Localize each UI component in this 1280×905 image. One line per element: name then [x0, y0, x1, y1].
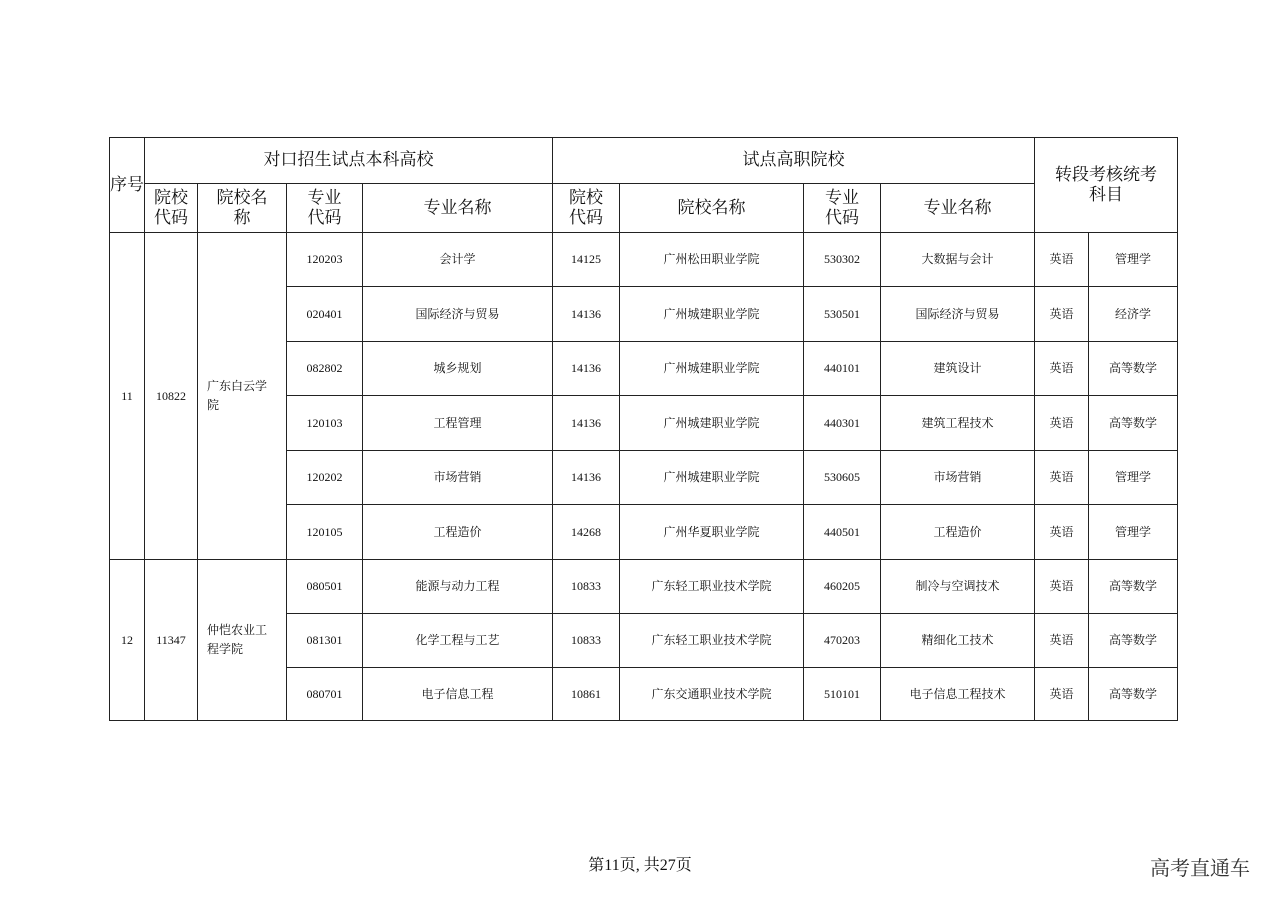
- ug-school-name-cell-text: 仲恺农业工程学院: [207, 622, 268, 656]
- header-undergrad-group: 对口招生试点本科高校: [145, 138, 553, 184]
- header-voc-major-name: 专业名称: [881, 184, 1035, 233]
- voc-school-code-cell: 14136: [553, 287, 620, 342]
- voc-school-name-cell: 广州城建职业学院: [620, 451, 804, 505]
- header-exam-subjects: [1035, 138, 1178, 233]
- ug-major-name-cell: 城乡规划: [363, 342, 553, 396]
- voc-major-name-cell: 制冷与空调技术: [881, 560, 1035, 614]
- table-row: [110, 233, 1178, 287]
- voc-school-code-cell: 10833: [553, 614, 620, 668]
- voc-major-code-cell: 470203: [804, 614, 881, 668]
- voc-school-code-cell: 14125: [553, 233, 620, 287]
- exam-subject-2-cell: 高等数学: [1089, 342, 1178, 396]
- exam-subject-2-cell: 高等数学: [1089, 560, 1178, 614]
- voc-major-name-cell: 建筑工程技术: [881, 396, 1035, 451]
- table-row: [110, 560, 1178, 614]
- ug-school-name-cell: [198, 560, 287, 721]
- ug-school-name-cell: [198, 233, 287, 560]
- header-ug-major-code: [287, 184, 363, 233]
- ug-major-code-cell: 120203: [287, 233, 363, 287]
- exam-subject-1-cell: 英语: [1035, 287, 1089, 342]
- exam-subject-2-cell: 高等数学: [1089, 396, 1178, 451]
- voc-school-name-cell: 广东轻工职业技术学院: [620, 560, 804, 614]
- voc-major-name-cell: 电子信息工程技术: [881, 668, 1035, 721]
- seq-cell: 11: [110, 233, 145, 560]
- ug-major-name-cell: 会计学: [363, 233, 553, 287]
- exam-subject-2-cell: 管理学: [1089, 451, 1178, 505]
- exam-subject-1-cell: 英语: [1035, 342, 1089, 396]
- header-exam-subjects-text: 转段考核统考科目: [1055, 164, 1157, 205]
- header-vocational-group: 试点高职院校: [553, 138, 1035, 184]
- exam-subject-1-cell: 英语: [1035, 396, 1089, 451]
- seq-cell: 12: [110, 560, 145, 721]
- ug-major-name-cell: 化学工程与工艺: [363, 614, 553, 668]
- exam-subject-1-cell: 英语: [1035, 451, 1089, 505]
- header-ug-school-code: [145, 184, 198, 233]
- voc-school-name-cell: 广东交通职业技术学院: [620, 668, 804, 721]
- ug-major-name-cell: 电子信息工程: [363, 668, 553, 721]
- ug-major-name-cell: 国际经济与贸易: [363, 287, 553, 342]
- voc-major-code-cell: 530605: [804, 451, 881, 505]
- exam-subject-2-cell: 高等数学: [1089, 668, 1178, 721]
- voc-school-name-cell: 广州华夏职业学院: [620, 505, 804, 560]
- header-ug-major-code-text: 专业代码: [307, 187, 342, 228]
- voc-major-code-cell: 440501: [804, 505, 881, 560]
- voc-school-name-cell: 广州松田职业学院: [620, 233, 804, 287]
- header-ug-school-code-text: 院校代码: [153, 187, 188, 228]
- voc-major-name-cell: 国际经济与贸易: [881, 287, 1035, 342]
- voc-school-code-cell: 14268: [553, 505, 620, 560]
- ug-major-name-cell: 工程管理: [363, 396, 553, 451]
- exam-subject-1-cell: 英语: [1035, 614, 1089, 668]
- ug-major-code-cell: 120103: [287, 396, 363, 451]
- voc-major-name-cell: 工程造价: [881, 505, 1035, 560]
- header-ug-school-name-text: 院校名称: [216, 187, 268, 228]
- ug-major-name-cell: 能源与动力工程: [363, 560, 553, 614]
- header-seq: 序号: [110, 138, 145, 233]
- page-footer: 第11页, 共27页: [588, 857, 692, 874]
- exam-subject-1-cell: 英语: [1035, 668, 1089, 721]
- ug-major-code-cell: 080701: [287, 668, 363, 721]
- ug-major-code-cell: 082802: [287, 342, 363, 396]
- header-row-1: [110, 138, 1178, 184]
- voc-major-code-cell: 510101: [804, 668, 881, 721]
- voc-school-code-cell: 14136: [553, 451, 620, 505]
- header-voc-school-code: [553, 184, 620, 233]
- ug-major-code-cell: 080501: [287, 560, 363, 614]
- header-voc-school-code-text: 院校代码: [568, 187, 603, 228]
- header-voc-major-code: [804, 184, 881, 233]
- voc-major-code-cell: 460205: [804, 560, 881, 614]
- header-voc-school-name: 院校名称: [620, 184, 804, 233]
- voc-major-code-cell: 440301: [804, 396, 881, 451]
- ug-major-code-cell: 020401: [287, 287, 363, 342]
- voc-school-code-cell: 14136: [553, 342, 620, 396]
- voc-major-code-cell: 530501: [804, 287, 881, 342]
- voc-major-name-cell: 市场营销: [881, 451, 1035, 505]
- voc-school-name-cell: 广州城建职业学院: [620, 396, 804, 451]
- ug-major-code-cell: 081301: [287, 614, 363, 668]
- voc-major-code-cell: 530302: [804, 233, 881, 287]
- header-row-2: [110, 184, 1178, 233]
- ug-school-name-cell-text: 广东白云学院: [207, 378, 268, 412]
- ug-major-code-cell: 120202: [287, 451, 363, 505]
- header-ug-school-name: [198, 184, 287, 233]
- admission-table: [109, 137, 1178, 721]
- exam-subject-2-cell: 高等数学: [1089, 614, 1178, 668]
- exam-subject-1-cell: 英语: [1035, 560, 1089, 614]
- voc-school-name-cell: 广州城建职业学院: [620, 342, 804, 396]
- voc-major-name-cell: 建筑设计: [881, 342, 1035, 396]
- voc-school-name-cell: 广州城建职业学院: [620, 287, 804, 342]
- ug-school-code-cell: 10822: [145, 233, 198, 560]
- ug-school-code-cell: 11347: [145, 560, 198, 721]
- header-ug-major-name: 专业名称: [363, 184, 553, 233]
- exam-subject-1-cell: 英语: [1035, 233, 1089, 287]
- voc-major-code-cell: 440101: [804, 342, 881, 396]
- exam-subject-2-cell: 管理学: [1089, 233, 1178, 287]
- header-voc-major-code-text: 专业代码: [824, 187, 859, 228]
- voc-school-code-cell: 14136: [553, 396, 620, 451]
- voc-major-name-cell: 精细化工技术: [881, 614, 1035, 668]
- voc-school-code-cell: 10861: [553, 668, 620, 721]
- exam-subject-1-cell: 英语: [1035, 505, 1089, 560]
- exam-subject-2-cell: 经济学: [1089, 287, 1178, 342]
- table-body: [110, 138, 1178, 721]
- watermark: 高考直通车: [1150, 856, 1250, 880]
- ug-major-name-cell: 市场营销: [363, 451, 553, 505]
- exam-subject-2-cell: 管理学: [1089, 505, 1178, 560]
- voc-school-name-cell: 广东轻工职业技术学院: [620, 614, 804, 668]
- ug-major-name-cell: 工程造价: [363, 505, 553, 560]
- voc-major-name-cell: 大数据与会计: [881, 233, 1035, 287]
- ug-major-code-cell: 120105: [287, 505, 363, 560]
- voc-school-code-cell: 10833: [553, 560, 620, 614]
